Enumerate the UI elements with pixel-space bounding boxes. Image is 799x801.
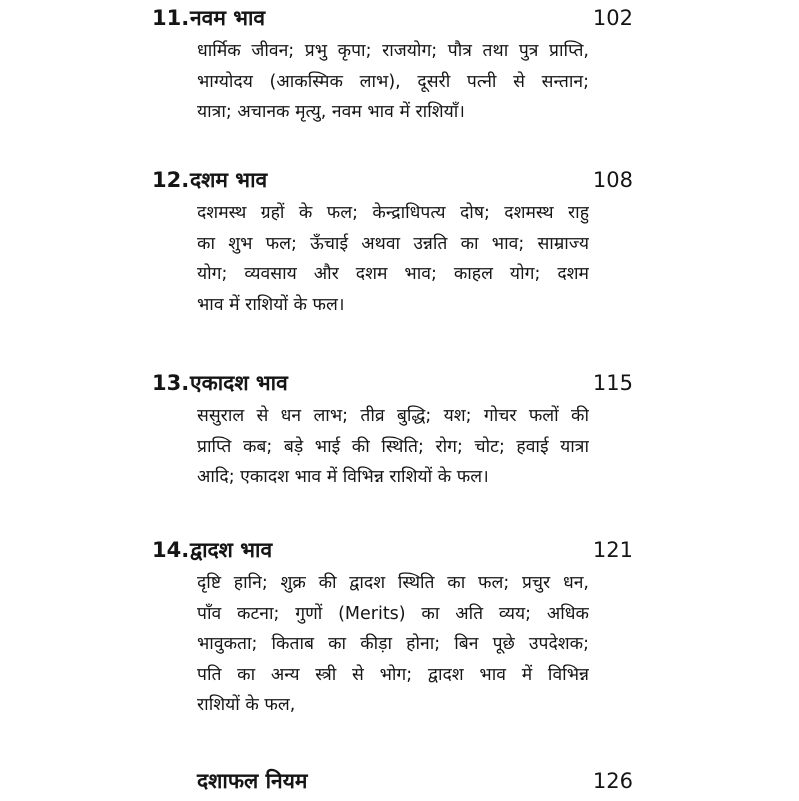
chapter-topics [197, 198, 589, 320]
topic-line: धार्मिक जीवन; प्रभु कृपा; राजयोग; पौत्र तथा पुत्र प्राप्ति, [197, 41, 589, 61]
topic-line: राशियों के फल, [197, 695, 296, 715]
chapter-number: 13. [152, 371, 190, 395]
topic-line: का शुभ फल; ऊँचाई अथवा उन्नति का भाव; साम्राज्य [197, 233, 589, 254]
topic-line: प्राप्ति कब; बड़े भाई की स्थिति; रोग; चोट; हवाई यात्रा [197, 436, 589, 457]
page-number: 121 [592, 538, 633, 562]
topic-line: दशमस्थ ग्रहों के फल; केन्द्राधिपत्य दोष; दशमस्थ राहु [197, 203, 589, 223]
topic-line: योग; व्यवसाय और दशम भाव; काहल योग; दशम [197, 264, 589, 284]
chapter-topics [197, 568, 589, 721]
chapter-topics [197, 401, 589, 493]
chapter-title: एकादश भाव [190, 371, 288, 395]
page-number: 126 [592, 769, 633, 793]
chapter-number: 14. [152, 538, 190, 562]
chapter-title: दशाफल नियम [197, 769, 308, 793]
topic-line: भावुकता; किताब का कीड़ा होना; बिन पूछे उपदेशक; [197, 634, 589, 654]
toc-entry-14 [0, 534, 799, 715]
page-number: 102 [592, 6, 633, 30]
topic-line: ससुराल से धन लाभ; तीव्र बुद्धि; यश; गोचर फलों की [197, 406, 589, 426]
toc-entry-dashaphal [0, 765, 799, 801]
topic-line: आदि; एकादश भाव में विभिन्न राशियों के फल। [197, 467, 489, 487]
topic-line: यात्रा; अचानक मृत्यु, नवम भाव में राशियाँ। [197, 102, 465, 122]
chapter-title: द्वादश भाव [190, 538, 273, 562]
chapter-number: 12. [152, 168, 190, 192]
topic-line: दृष्टि हानि; शुक्र की द्वादश स्थिति का फल; प्रचुर धन, [197, 573, 589, 593]
chapter-number: 11. [152, 6, 190, 30]
toc-entry-12 [0, 164, 799, 315]
toc-entry-11 [0, 2, 799, 122]
topic-line: भाग्योदय (आकस्मिक लाभ), दूसरी पत्नी से सन्तान; [197, 71, 589, 92]
chapter-topics [197, 36, 589, 128]
toc-entry-13 [0, 367, 799, 487]
topic-line: भाव में राशियों के फल। [197, 294, 345, 315]
chapter-title: नवम भाव [190, 6, 266, 30]
chapter-title: दशम भाव [190, 168, 268, 192]
page-number: 108 [592, 168, 633, 192]
page-number: 115 [592, 371, 633, 395]
topic-line: पति का अन्य स्त्री से भोग; द्वादश भाव में विभिन्न [197, 664, 589, 685]
topic-line: पाँव कटना; गुणों (Merits) का अति व्यय; अधिक [197, 603, 589, 624]
